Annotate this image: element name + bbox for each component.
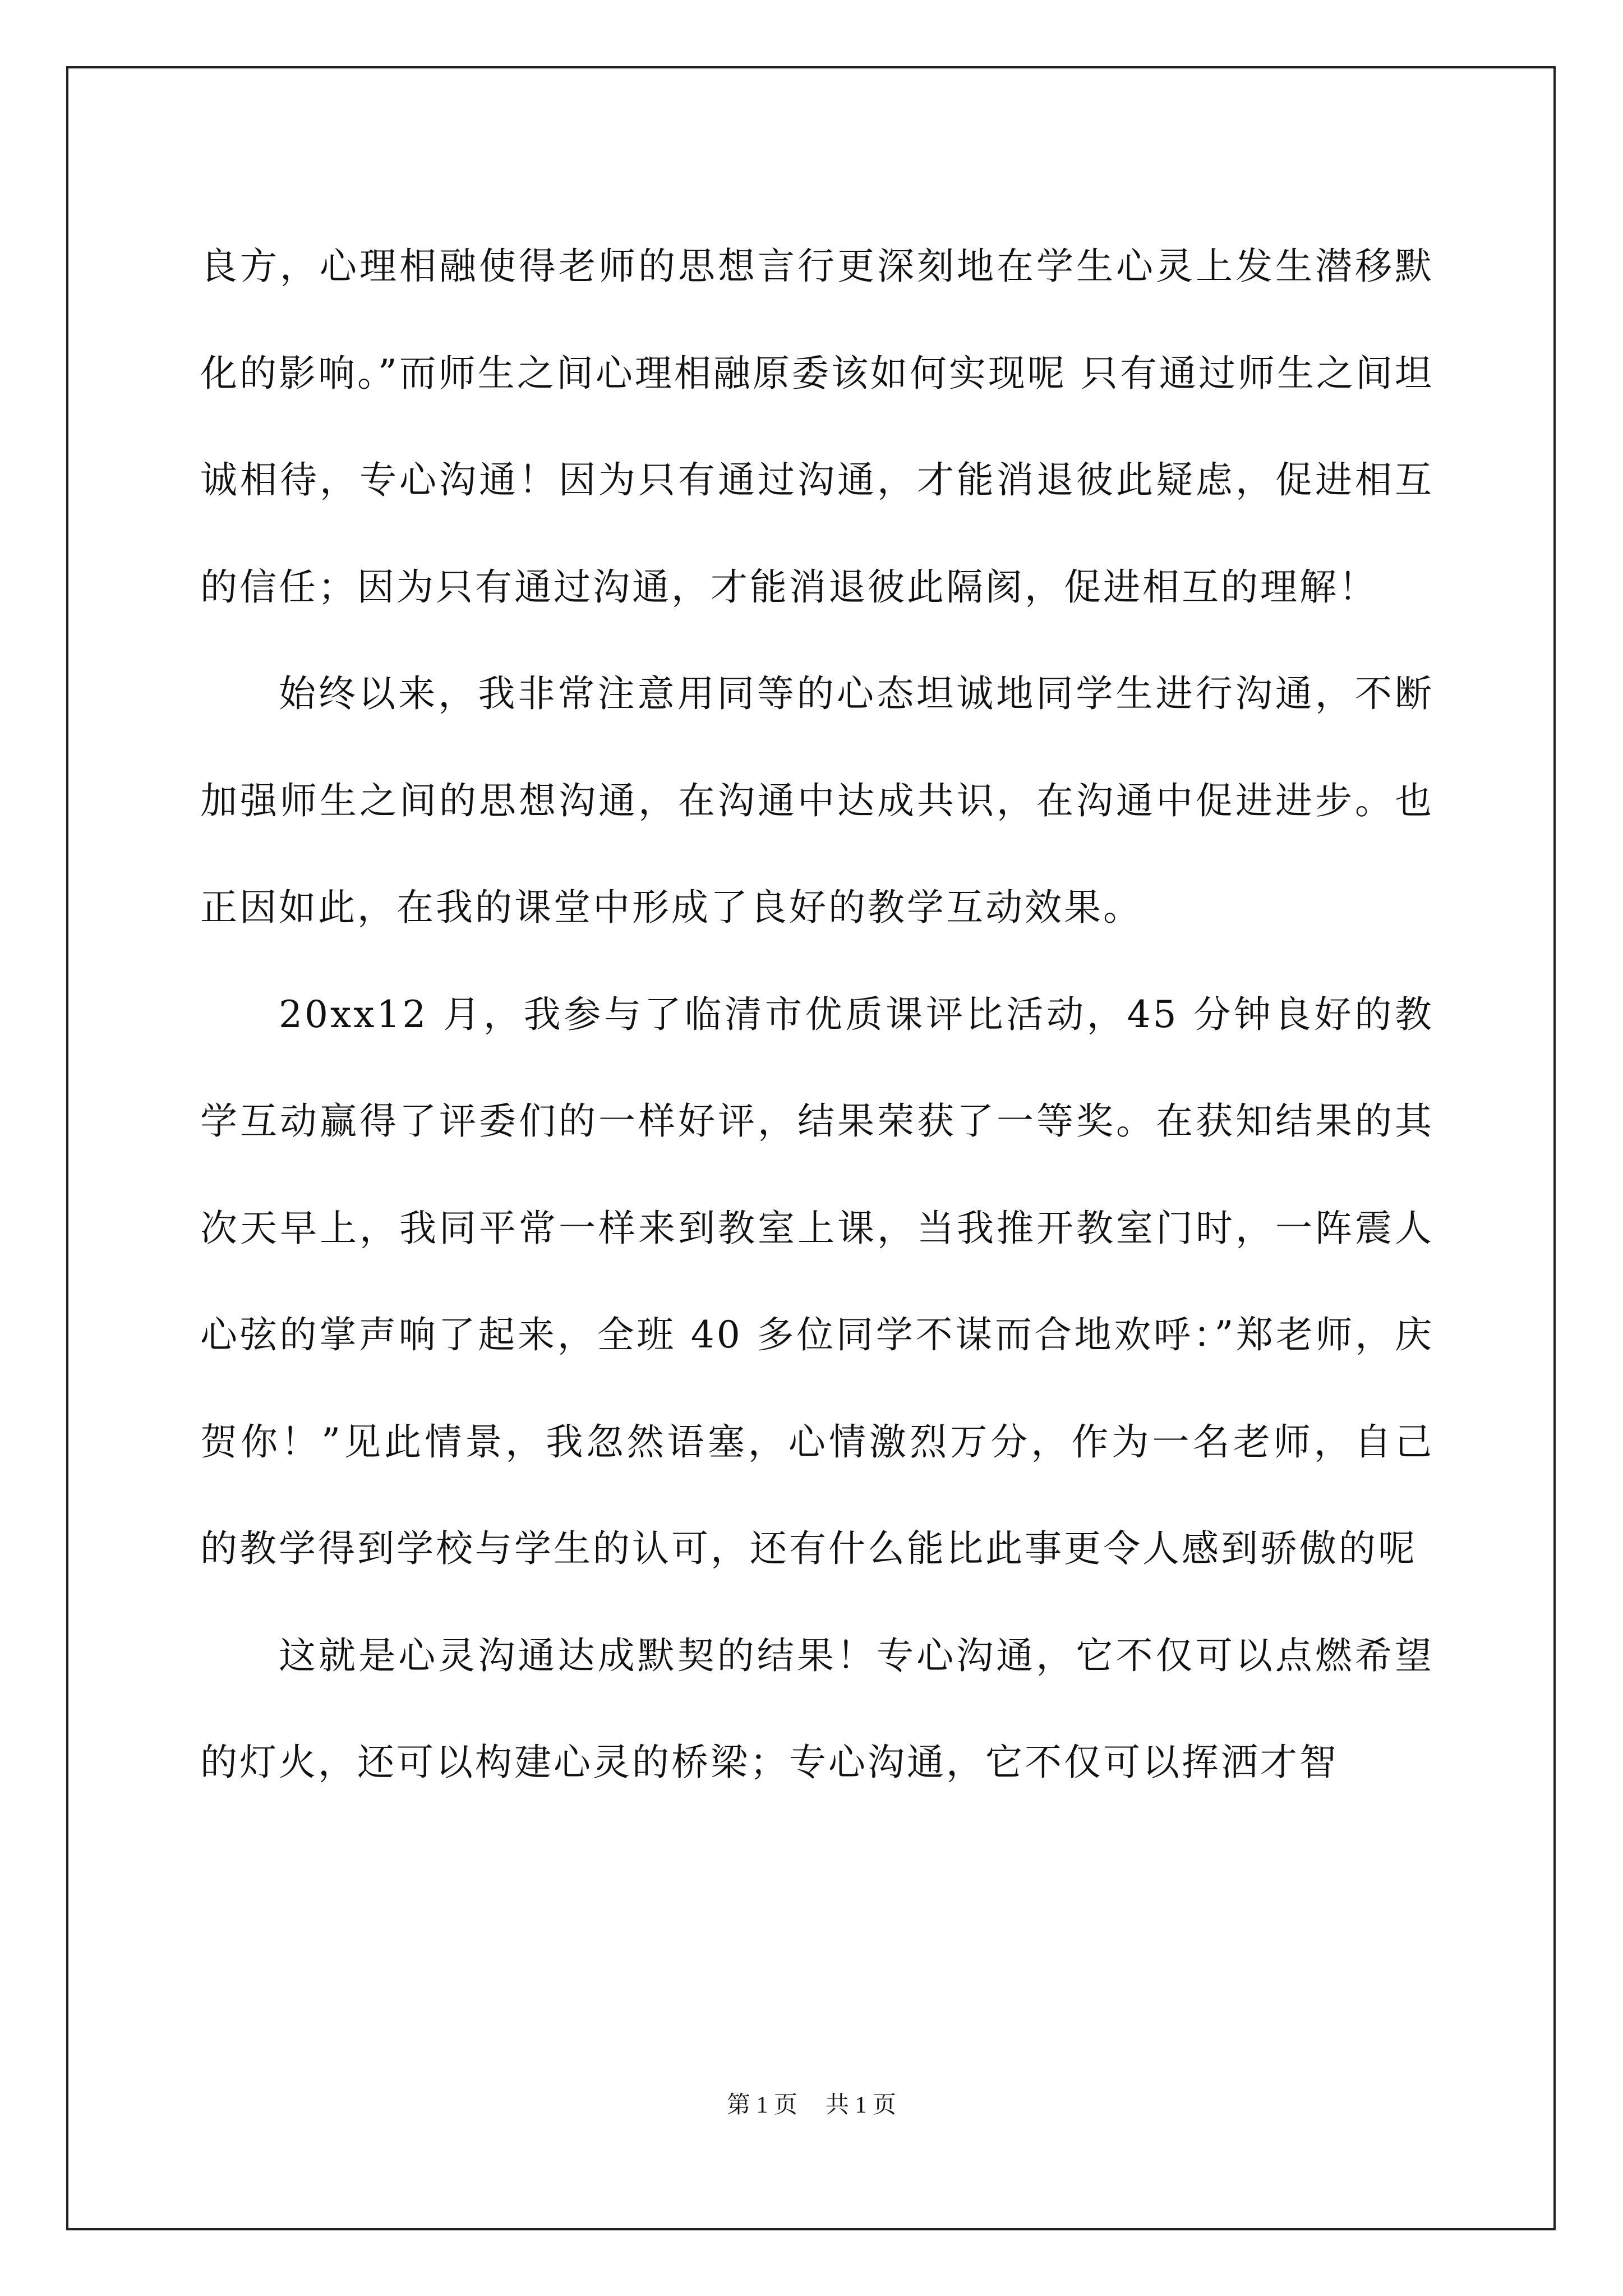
paragraph-3: 20xx12 月，我参与了临清市优质课评比活动，45 分钟良好的教学互动赢得了评委们的一样好评，结果荣获了一等奖。在获知结果的其次天早上，我同平常一样来到教室上课，当我推开教室门时，一阵震人心弦的掌声响了起来，全班 40 多位同学不谋而合地欢呼：”郑老师，庆贺你！”见此情景，我忽然语塞，心情激烈万分，作为一名老师，自己的教学得到学校与学生的认可，还有什么能比此事更令人感到骄傲的呢 bbox=[200, 992, 1434, 1570]
paragraph-4: 这就是心灵沟通达成默契的结果！专心沟通，它不仅可以点燃希望的灯火，还可以构建心灵的桥梁；专心沟通，它不仅可以挥洒才智 bbox=[200, 1634, 1434, 1784]
paragraph-2: 始终以来，我非常注意用同等的心态坦诚地同学生进行沟通，不断加强师生之间的思想沟通，在沟通中达成共识，在沟通中促进进步。也正因如此，在我的课堂中形成了良好的教学互动效果。 bbox=[200, 672, 1434, 929]
page-total: 共 1 页 bbox=[826, 2092, 897, 2118]
page-footer bbox=[0, 2088, 1623, 2122]
paragraph-1: 良方，心理相融使得老师的思想言行更深刻地在学生心灵上发生潜移默化的影响。”而师生之间心理相融原委该如何实现呢 只有通过师生之间坦诚相待，专心沟通！因为只有通过沟通，才能消退彼此疑虑，促进相互的信任；因为只有通过沟通，才能消退彼此隔阂，促进相互的理解！ bbox=[200, 245, 1434, 609]
page-number: 第 1 页 bbox=[726, 2092, 797, 2118]
document-body bbox=[200, 213, 1434, 1816]
